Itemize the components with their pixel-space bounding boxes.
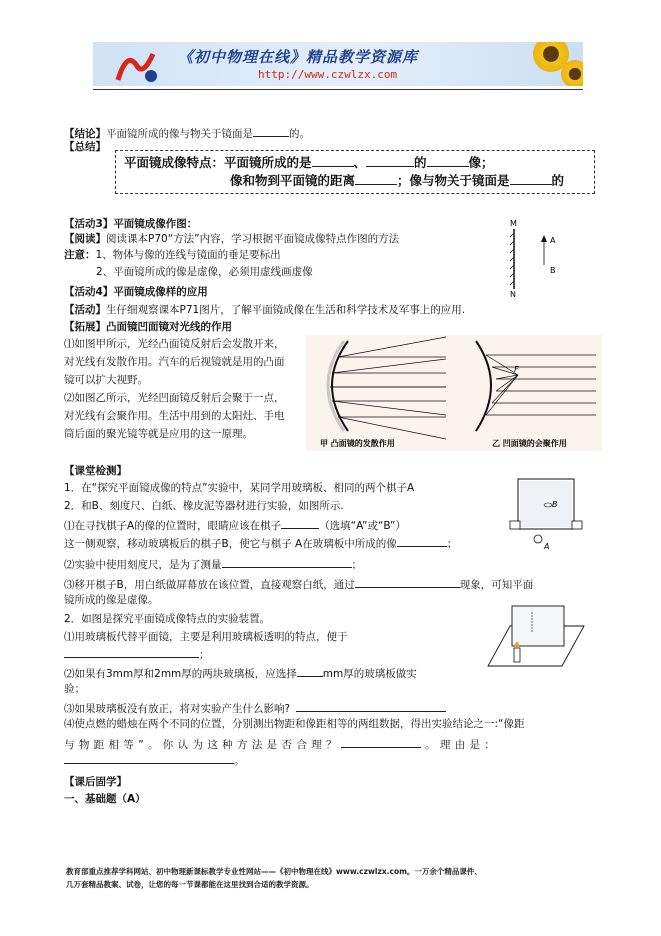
svg-text:M: M	[510, 219, 517, 228]
header-banner	[93, 42, 583, 86]
para-line: 镜可以扩大视野。	[64, 374, 148, 386]
answer-blank[interactable]	[253, 125, 289, 137]
question-line: ；	[64, 646, 210, 662]
question-line: ⑶如果玻璃板没有放正，将对实验产生什么影响?	[64, 700, 446, 716]
note-1: 注意：1、物体与像的连线与镜面的垂足要标出	[64, 249, 281, 261]
footer-line: 教育部重点推荐学科网站、初中物理新课标教学专业性网站——《初中物理在线》www.czwlzx.com。一万余个精品课件、	[66, 867, 482, 876]
expand-line: 【拓展】凸面镜凹面镜对光线的作用	[64, 321, 232, 333]
answer-blank[interactable]	[297, 665, 323, 677]
footer-line: 几万套精品教案、试卷，让您的每一节课都能在这里找到合适的教学资源。	[66, 880, 314, 889]
question-line: ⑴用玻璃板代替平面镜，主要是利用玻璃板透明的特点，便于	[64, 631, 348, 643]
answer-blank[interactable]	[397, 535, 447, 547]
para-line: 筒后面的聚光镜等就是应用的这一原理。	[64, 428, 253, 440]
after-class-label: 【课后固学】	[64, 776, 127, 788]
para-line: 对光线有会聚作用。生活中用到的太阳灶、手电	[64, 410, 285, 422]
question-line: 1．在“探究平面镜成像的特点”实验中，某同学用玻璃板、相同的两个棋子A	[64, 482, 415, 494]
question-line: 镜所成的像是虚像。	[64, 594, 159, 606]
svg-text:N: N	[510, 290, 516, 299]
svg-text:甲 凸面镜的发散作用: 甲 凸面镜的发散作用	[320, 439, 395, 448]
header-rule	[93, 89, 583, 90]
para-line: ⑵如图乙所示，光经凹面镜反射后会聚于一点，	[64, 392, 285, 404]
answer-blank[interactable]	[341, 736, 421, 748]
banner-url[interactable]: http://www.czwlzx.com	[258, 68, 398, 81]
activity-3: 【活动3】平面镜成像作图：	[64, 218, 198, 230]
site-logo	[113, 46, 163, 84]
summary-label: 【总结】	[64, 141, 106, 153]
basic-section-heading: 一、基础题（A）	[64, 793, 146, 805]
answer-blank[interactable]	[296, 700, 446, 712]
svg-text:F: F	[514, 365, 519, 374]
question-line: 与 物 距 相 等 ” 。 你 认 为 这 种 方 法 是 否 合 理 ？ 。 理 由 是 ：	[64, 736, 495, 752]
class-test-label: 【课堂检测】	[64, 465, 127, 477]
mirror-rays-diagram	[306, 335, 602, 451]
question-line: ⑵如果有3mm厚和2mm厚的两块玻璃板，应选择 mm厚的玻璃板做实	[64, 665, 417, 681]
question-line: 2．如图是探究平面镜成像特点的实验装置。	[64, 613, 271, 625]
activity-4: 【活动4】平面镜成像样的应用	[64, 286, 208, 298]
answer-blank[interactable]	[222, 556, 352, 568]
banner-title: 《初中物理在线》精品教学资源库	[178, 48, 419, 66]
question-line: 这一侧观察，移动玻璃板后的棋子B，使它与棋子 A在玻璃板中所成的像 ；	[64, 535, 457, 551]
question-line: ⑷使点燃的蜡烛在两个不同的位置，分别测出物距和像距相等的两组数据，得出实验结论之一:“像距	[64, 718, 525, 730]
answer-blank[interactable]	[64, 752, 234, 764]
svg-text:A: A	[550, 236, 556, 245]
note-2: 2、平面镜所成的像是虚像，必须用虚线画虚像	[96, 266, 313, 278]
para-line: ⑴如图甲所示，光经凸面镜反射后会发散开来，	[64, 338, 285, 350]
answer-blank[interactable]	[355, 576, 460, 588]
question-line: ⑴在寻找棋子A的像的位置时，眼睛应该在棋子 （选填“A”或“B”）	[64, 517, 406, 533]
svg-text:乙 凹面镜的会聚作用: 乙 凹面镜的会聚作用	[492, 439, 567, 448]
summary-line-2: 像和物到平面镜的距离 ；像与物关于镜面是 的	[230, 173, 565, 188]
question-line: ⑵实验中使用刻度尺，是为了测量 ；	[64, 556, 362, 572]
conclusion-line: 【结论】平面镜所成的像与物关于镜面是 的。	[64, 125, 310, 141]
activity-line: 【活动】生仔细观察课本P71图片，了解平面镜成像在生活和科学技术及军事上的应用.	[64, 304, 466, 316]
answer-blank[interactable]	[64, 646, 199, 658]
chess-experiment-diagram	[508, 471, 586, 555]
svg-text:A: A	[544, 542, 550, 551]
answer-blank[interactable]	[281, 517, 319, 529]
sunflower-icon	[561, 60, 583, 86]
svg-text:B: B	[550, 266, 556, 275]
read-line: 【阅读】阅读课本P70“方法”内容，学习根据平面镜成像特点作图的方法	[64, 233, 400, 245]
question-line: 验；	[64, 683, 85, 695]
candle-experiment-diagram	[480, 602, 590, 672]
mirror-diagram	[500, 217, 570, 299]
summary-line-1: 平面镜成像特点：平面镜所成的是 、 的 像；	[124, 155, 494, 170]
question-line: ⑶移开棋子B，用白纸做屏幕放在该位置，直接观察白纸，通过 现象，可知平面	[64, 576, 533, 592]
para-line: 对光线有发散作用。汽车的后视镜就是用的凸面	[64, 356, 285, 368]
svg-text:B: B	[552, 500, 558, 509]
question-line: 2．和B、刻度尺、白纸、橡皮泥等器材进行实验，如图所示.	[64, 500, 344, 512]
question-line: 。	[64, 752, 245, 768]
